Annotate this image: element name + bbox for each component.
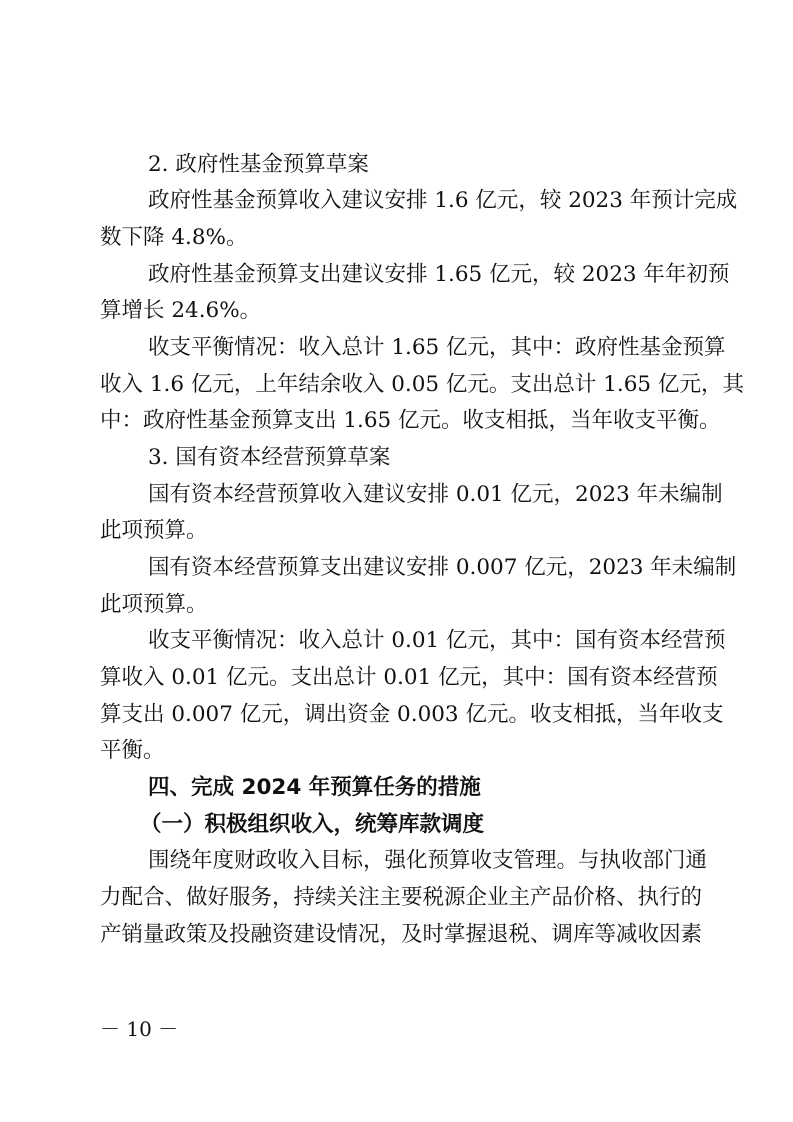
paragraph-line: 算增长 24.6%。 xyxy=(100,298,262,323)
paragraph-line: 国有资本经营预算收入建议安排 0.01 亿元，2023 年未编制 xyxy=(148,482,723,507)
paragraph-line: 数下降 4.8%。 xyxy=(100,225,248,250)
paragraph-line: 产销量政策及投融资建设情况，及时掌握退税、调库等减收因素 xyxy=(100,922,703,947)
paragraph-line: 此项预算。 xyxy=(100,518,208,543)
paragraph-line: 力配合、做好服务，持续关注主要税源企业主产品价格、执行的 xyxy=(100,885,703,910)
paragraph-line: 国有资本经营预算支出建议安排 0.007 亿元，2023 年未编制 xyxy=(148,555,737,580)
paragraph-line: 围绕年度财政收入目标，强化预算收支管理。与执收部门通 xyxy=(148,848,708,873)
paragraph-line: 中：政府性基金预算支出 1.65 亿元。收支相抵，当年收支平衡。 xyxy=(100,408,721,433)
paragraph-line: 收支平衡情况：收入总计 1.65 亿元，其中：政府性基金预算 xyxy=(148,335,726,360)
section-heading-government-fund: 2. 政府性基金预算草案 xyxy=(148,152,369,177)
paragraph-line: 收支平衡情况：收入总计 0.01 亿元，其中：国有资本经营预 xyxy=(148,628,726,653)
paragraph-line: 算收入 0.01 亿元。支出总计 0.01 亿元，其中：国有资本经营预 xyxy=(100,665,718,690)
page-number: － 10 － xyxy=(100,1017,179,1041)
paragraph-line: 平衡。 xyxy=(100,738,165,763)
paragraph-line: 算支出 0.007 亿元，调出资金 0.003 亿元。收支相抵，当年收支 xyxy=(100,702,724,727)
paragraph-line: 收入 1.6 亿元，上年结余收入 0.05 亿元。支出总计 1.65 亿元，其 xyxy=(100,372,744,397)
section-heading-state-capital: 3. 国有资本经营预算草案 xyxy=(148,445,391,470)
subsection-heading-revenue: （一）积极组织收入，统筹库款调度 xyxy=(140,812,485,837)
paragraph-line: 政府性基金预算收入建议安排 1.6 亿元，较 2023 年预计完成 xyxy=(148,188,738,213)
paragraph-line: 此项预算。 xyxy=(100,592,208,617)
chapter-heading-measures: 四、完成 2024 年预算任务的措施 xyxy=(148,775,481,800)
paragraph-line: 政府性基金预算支出建议安排 1.65 亿元，较 2023 年年初预 xyxy=(148,262,730,287)
